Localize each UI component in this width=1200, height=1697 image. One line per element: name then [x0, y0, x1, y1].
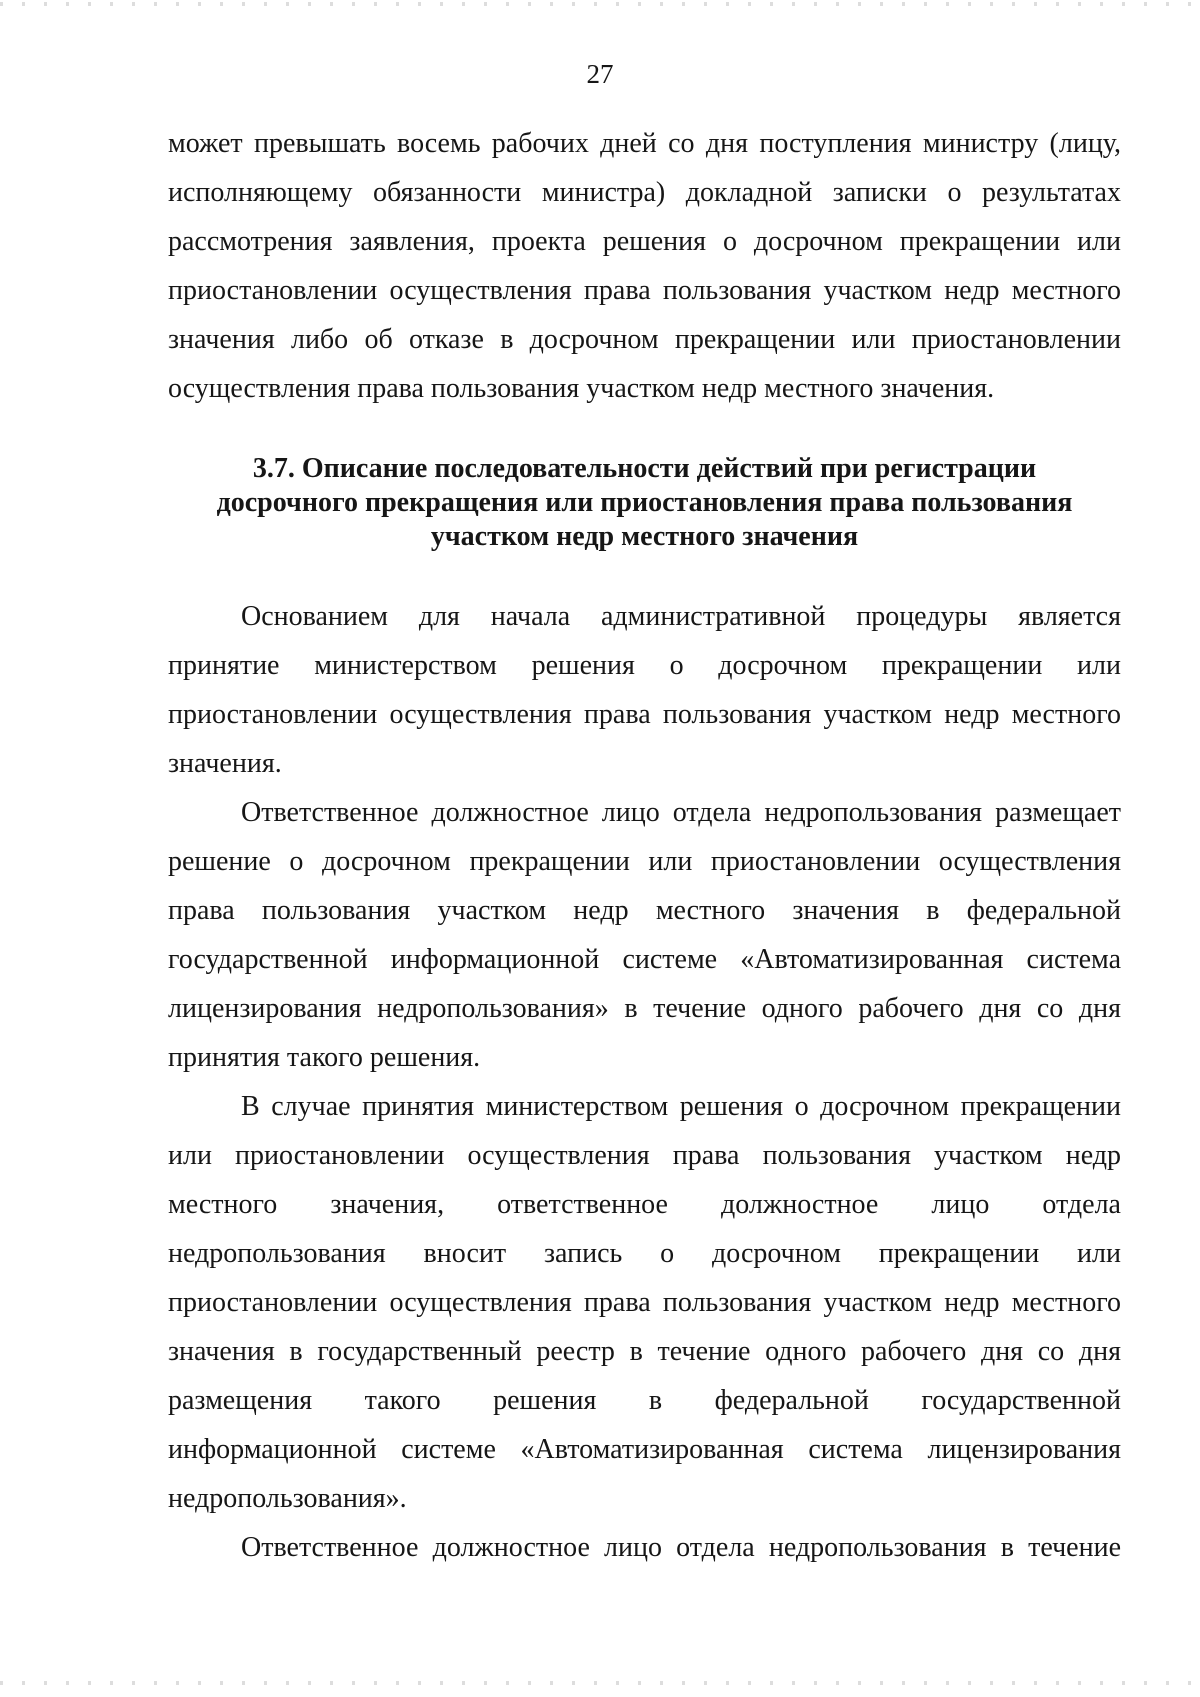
text-line: решение о досрочном прекращении или приостановлении осуществления: [168, 846, 1121, 877]
text-line: размещения такого решения в федеральной государственной: [168, 1385, 1121, 1416]
text-line: информационной системе «Автоматизированная система лицензирования: [168, 1434, 1121, 1465]
text-line: значения либо об отказе в досрочном прекращении или приостановлении: [168, 324, 1121, 355]
section-heading: [168, 452, 1121, 554]
document-body: [168, 119, 1121, 1572]
text-line: местного значения, ответственное должностное лицо отдела: [168, 1189, 1121, 1220]
text-line: принятия такого решения.: [168, 1042, 481, 1073]
text-line: или приостановлении осуществления права пользования участком недр: [168, 1140, 1121, 1171]
text-line: Ответственное должностное лицо отдела недропользования в течение: [241, 1532, 1121, 1563]
text-line: значения.: [168, 748, 282, 779]
text-line: рассмотрения заявления, проекта решения о досрочном прекращении или: [168, 226, 1121, 257]
heading-line: участком недр местного значения: [430, 521, 859, 552]
paragraph-registry-entry: [168, 1082, 1121, 1523]
text-line: приостановлении осуществления права пользования участком недр местного: [168, 275, 1121, 306]
text-line: значения в государственный реестр в течение одного рабочего дня со дня: [168, 1336, 1121, 1367]
paragraph-basis: [168, 592, 1121, 788]
text-line: Основанием для начала административной процедуры является: [241, 601, 1121, 632]
heading-line: досрочного прекращения или приостановления права пользования: [216, 487, 1073, 518]
text-line: В случае принятия министерством решения о досрочном прекращении: [241, 1091, 1121, 1122]
text-line: Ответственное должностное лицо отдела недропользования размещает: [241, 797, 1121, 828]
page-number: 27: [586, 59, 614, 89]
heading-line: 3.7. Описание последовательности действий при регистрации: [252, 453, 1037, 484]
text-line: недропользования».: [168, 1483, 407, 1514]
text-line: права пользования участком недр местного значения в федеральной: [168, 895, 1121, 926]
text-line: может превышать восемь рабочих дней со дня поступления министру (лицу,: [168, 128, 1121, 159]
text-line: приостановлении осуществления права пользования участком недр местного: [168, 1287, 1121, 1318]
text-line: недропользования вносит запись о досрочном прекращении или: [168, 1238, 1121, 1269]
scan-edge-top: [0, 2, 1200, 6]
paragraph-responsible: [168, 1523, 1121, 1572]
text-line: исполняющему обязанности министра) докладной записки о результатах: [168, 177, 1121, 208]
text-line: принятие министерством решения о досрочном прекращении или: [168, 650, 1121, 681]
text-line: государственной информационной системе «Автоматизированная система: [168, 944, 1121, 975]
text-line: приостановлении осуществления права пользования участком недр местного: [168, 699, 1121, 730]
paragraph-placement: [168, 788, 1121, 1082]
paragraph-continuation: [168, 119, 1121, 413]
text-line: осуществления права пользования участком недр местного значения.: [168, 373, 995, 404]
text-line: лицензирования недропользования» в течение одного рабочего дня со дня: [168, 993, 1121, 1024]
scan-edge-bottom: [0, 1681, 1200, 1685]
